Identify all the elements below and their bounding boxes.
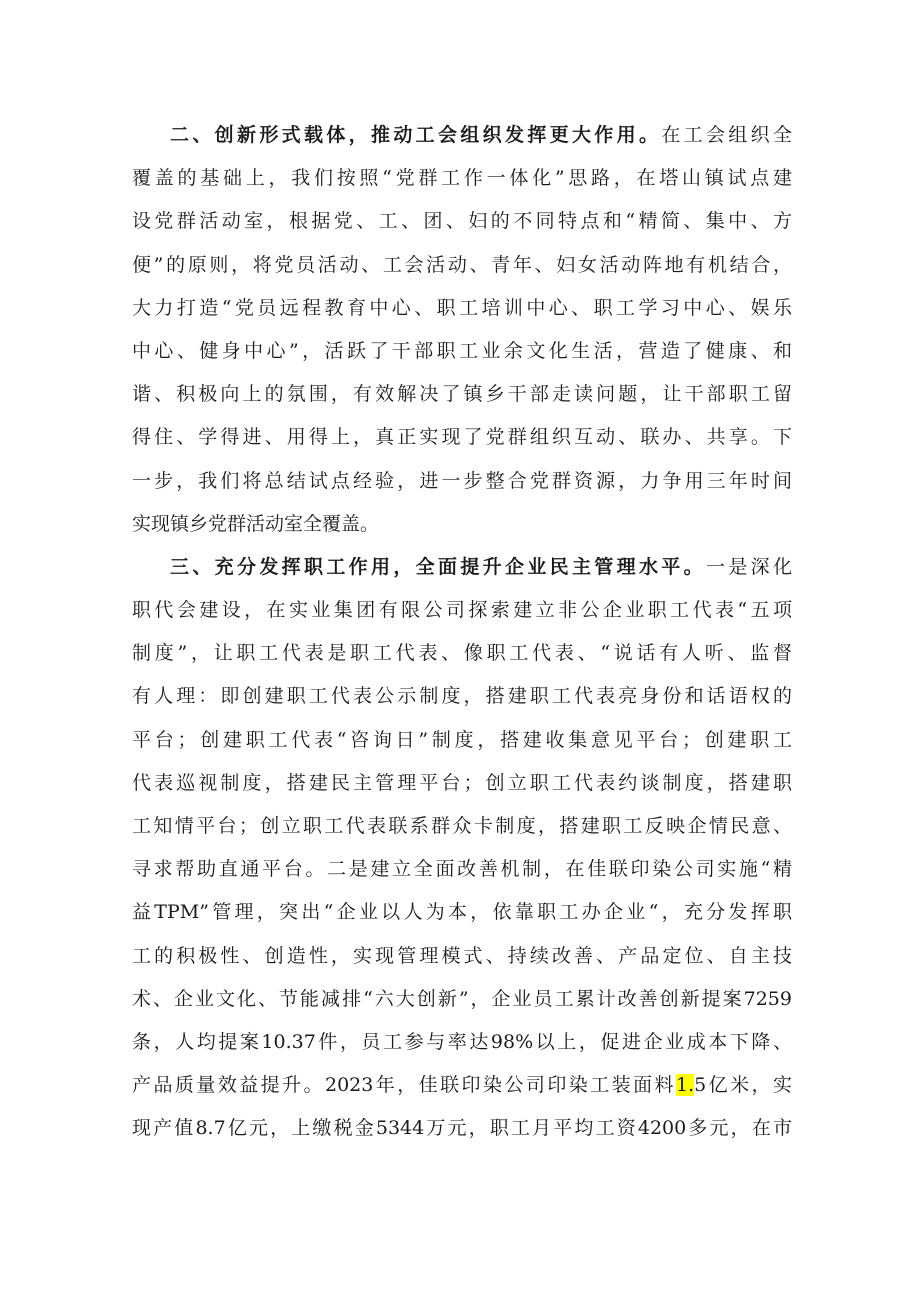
paragraph-3-line-12: 条，人均提案10.37件，员工参与率达98%以上，促进企业成本下降、 xyxy=(132,1030,792,1053)
paragraph-3-line-11: 术、企业文化、节能减排“六大创新”，企业员工累计改善创新提案7259 xyxy=(132,987,792,1010)
paragraph-2-line-8: 得住、学得进、用得上，真正实现了党群组织互动、联办、共享。下 xyxy=(132,426,792,449)
paragraph-2-line-4: 便”的原则，将党员活动、工会活动、青年、妇女活动阵地有机结合， xyxy=(132,253,792,276)
paragraph-2-line-1 xyxy=(132,114,792,157)
paragraph-3-line-8: 寻求帮助直通平台。二是建立全面改善机制，在佳联印染公司实施“精 xyxy=(132,858,792,881)
paragraph-3-line-13-after: 5亿米，实 xyxy=(694,1074,793,1097)
paragraph-3-line-14: 现产值8.7亿元，上缴税金5344万元，职工月平均工资4200多元，在市 xyxy=(132,1117,792,1140)
paragraph-3-line-7: 工知情平台；创立职工代表联系群众卡制度，搭建职工反映企情民意、 xyxy=(132,815,792,837)
document-body xyxy=(132,114,792,1151)
paragraph-3-heading: 三、充分发挥职工作用，全面提升企业民主管理水平。 xyxy=(170,555,706,578)
paragraph-2-line-9: 一步，我们将总结试点经验，进一步整合党群资源，力争用三年时间 xyxy=(132,469,792,492)
paragraph-3-line-3: 制度”，让职工代表是职工代表、像职工代表、“说话有人听、监督 xyxy=(132,642,792,665)
paragraph-3-line-1-text: 一是深化 xyxy=(705,555,792,578)
paragraph-2-line-1-text: 在工会组织全 xyxy=(661,124,792,146)
highlighted-text: 1. xyxy=(676,1074,695,1097)
paragraph-2-line-7: 谐、积极向上的氛围，有效解决了镇乡干部走读问题，让干部职工留 xyxy=(132,383,792,406)
paragraph-3-line-13-before: 产品质量效益提升。2023年，佳联印染公司印染工装面料 xyxy=(132,1074,676,1097)
paragraph-3-line-4: 有人理：即创建职工代表公示制度，搭建职工代表亮身份和话语权的 xyxy=(132,685,792,708)
paragraph-3-line-2: 职代会建设，在实业集团有限公司探索建立非公企业职工代表“五项 xyxy=(132,599,792,622)
paragraph-3-line-9: 益TPM”管理，突出“企业以人为本，依靠职工办企业“，充分发挥职 xyxy=(132,901,792,924)
paragraph-2-line-5: 大力打造“党员远程教育中心、职工培训中心、职工学习中心、娱乐 xyxy=(132,296,792,319)
paragraph-2-line-10: 实现镇乡党群活动室全覆盖。 xyxy=(132,512,380,535)
paragraph-2-line-6: 中心、健身中心”，活跃了干部职工业余文化生活，营造了健康、和 xyxy=(132,339,792,362)
paragraph-2-heading: 二、创新形式载体，推动工会组织发挥更大作用。 xyxy=(170,124,662,146)
paragraph-3-line-5: 平台；创建职工代表“咨询日”制度，搭建收集意见平台；创建职工 xyxy=(132,728,792,751)
paragraph-3-line-1 xyxy=(132,546,792,589)
paragraph-3-line-13 xyxy=(132,1064,792,1107)
paragraph-2-line-3: 设党群活动室，根据党、工、团、妇的不同特点和“精简、集中、方 xyxy=(132,210,792,233)
paragraph-2-line-2: 覆盖的基础上，我们按照“党群工作一体化”思路，在塔山镇试点建 xyxy=(132,167,792,190)
paragraph-3-line-6: 代表巡视制度，搭建民主管理平台；创立职工代表约谈制度，搭建职 xyxy=(132,771,792,794)
paragraph-3-line-10: 工的积极性、创造性，实现管理模式、持续改善、产品定位、自主技 xyxy=(132,944,792,967)
